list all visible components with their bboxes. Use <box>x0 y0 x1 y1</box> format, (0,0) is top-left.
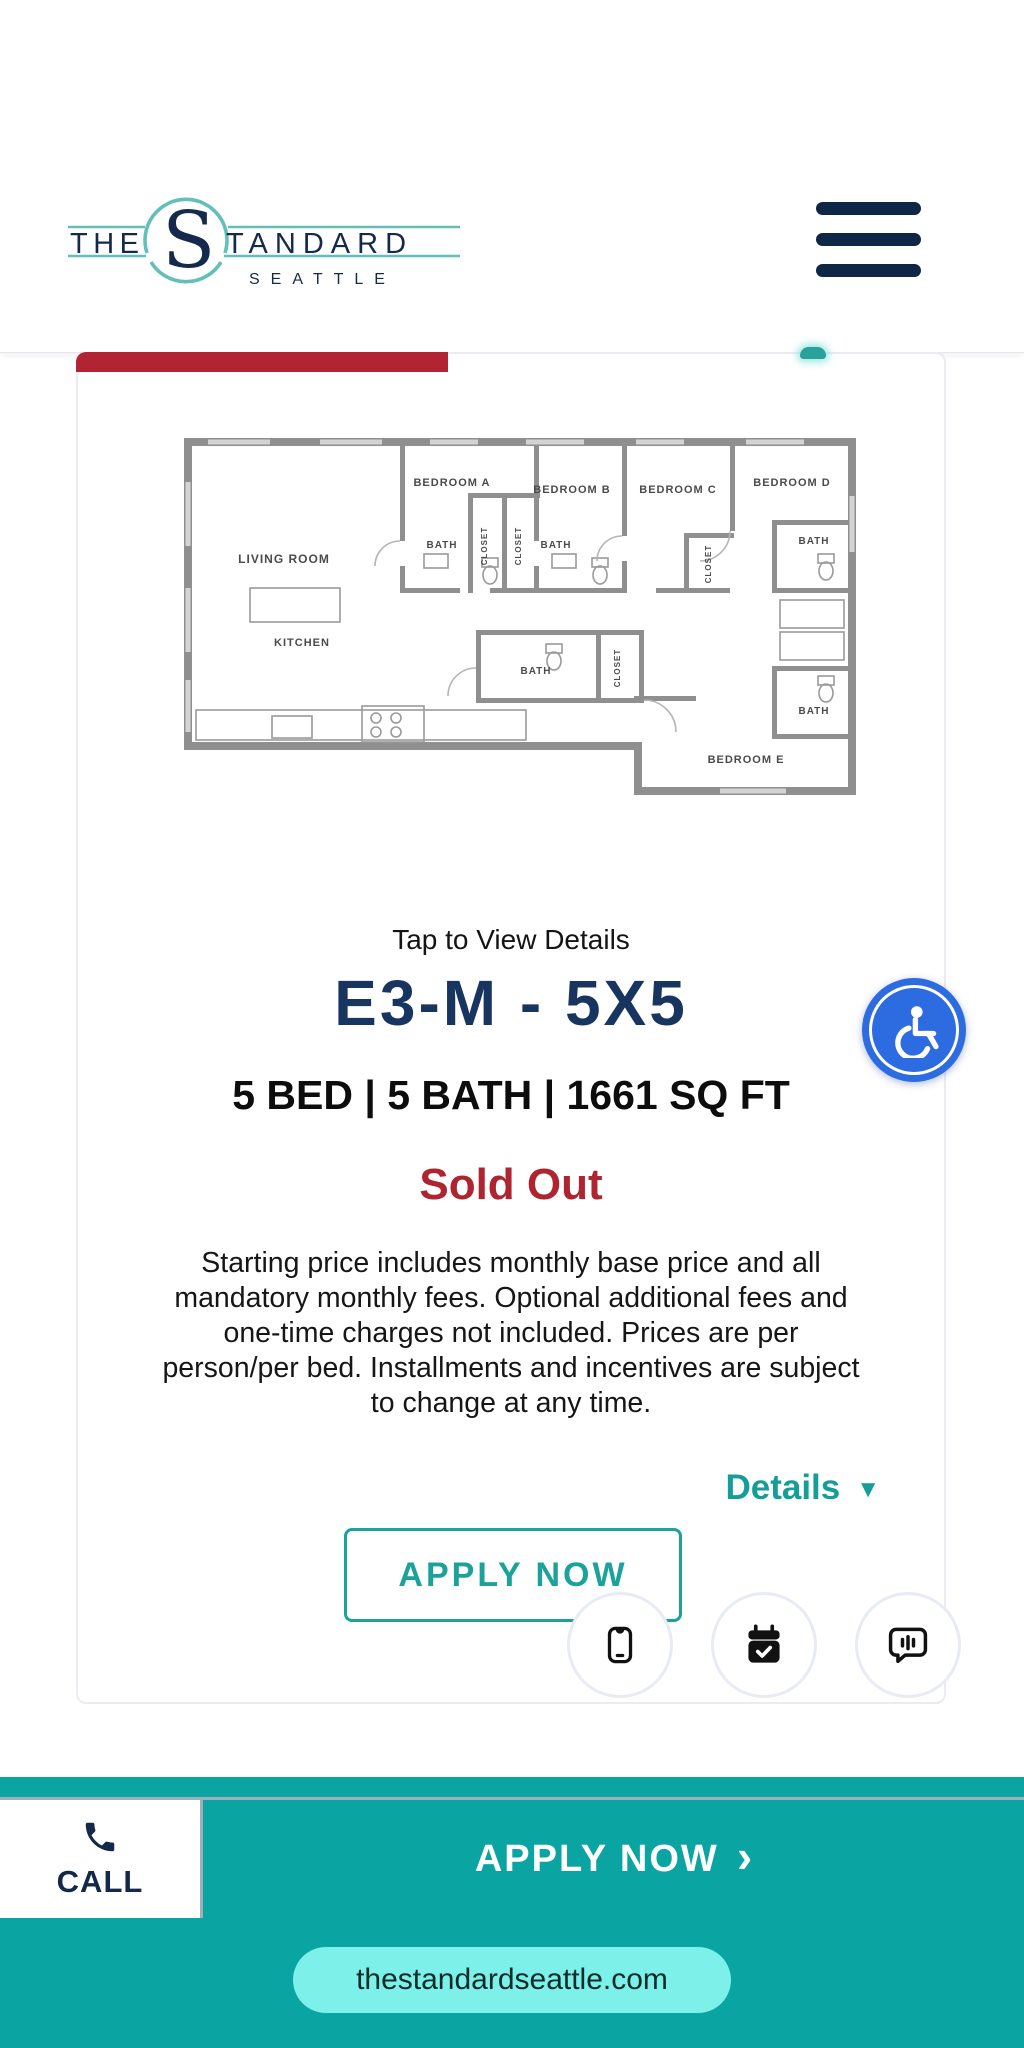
availability-status: Sold Out <box>419 1160 603 1209</box>
room-label: KITCHEN <box>274 637 330 649</box>
url-text: thestandardseattle.com <box>356 1963 668 1996</box>
chevron-down-icon: ▼ <box>856 1476 880 1503</box>
floorplan-image[interactable] <box>184 438 868 802</box>
schedule-tour-button[interactable] <box>711 1592 817 1698</box>
accessibility-ring <box>869 985 959 1075</box>
phone-icon <box>81 1818 119 1856</box>
pricing-disclaimer: Starting price includes monthly base price and all mandatory monthly fees. Optional additional fees and one-time charges not included. Prices are per person/per bed. Installments and incentives are subject to change at any time. <box>162 1247 860 1420</box>
mobile-app-button[interactable] <box>567 1592 673 1698</box>
room-label: CLOSET <box>704 544 713 584</box>
unit-specs: 5 BED | 5 BATH | 1661 SQ FT <box>232 1072 790 1118</box>
smartphone-icon <box>599 1624 641 1666</box>
room-label: LIVING ROOM <box>238 552 330 566</box>
room-label: BEDROOM D <box>753 477 831 489</box>
apply-now-button[interactable]: APPLY NOW <box>344 1528 682 1622</box>
call-label: CALL <box>56 1864 144 1899</box>
room-label: BATH <box>520 666 552 677</box>
room-label: BEDROOM A <box>413 477 491 489</box>
room-label: BATH <box>540 540 572 551</box>
site-header <box>0 0 1024 353</box>
collapsed-chevron-peek <box>800 347 826 359</box>
details-label: Details <box>725 1468 841 1507</box>
browser-url-bar[interactable] <box>293 1947 731 2013</box>
room-label: BEDROOM C <box>639 484 717 496</box>
room-label: BATH <box>426 540 458 551</box>
calendar-check-icon <box>742 1623 786 1667</box>
floorplan-card <box>76 352 946 1704</box>
logo-city: SEATTLE <box>249 271 396 288</box>
accessibility-button[interactable] <box>862 978 966 1082</box>
floorplan-walls <box>184 438 856 795</box>
unit-title: E3-M - 5X5 <box>334 967 688 1039</box>
tap-to-view-hint[interactable]: Tap to View Details <box>392 924 630 955</box>
chevron-right-icon: › <box>736 1830 753 1882</box>
chat-voice-button[interactable] <box>855 1592 961 1698</box>
details-toggle[interactable] <box>725 1468 880 1508</box>
apply-now-bar-button[interactable] <box>203 1800 1024 1918</box>
apply-bar-label: APPLY NOW <box>474 1837 719 1880</box>
chat-voice-icon <box>886 1623 930 1667</box>
hamburger-menu-icon[interactable] <box>816 202 921 277</box>
call-button[interactable] <box>0 1800 203 1918</box>
room-label: BEDROOM E <box>707 754 785 766</box>
logo-s: S <box>162 196 216 286</box>
room-label: CLOSET <box>514 526 523 566</box>
room-label: CLOSET <box>613 648 622 688</box>
brand-logo[interactable] <box>68 196 464 292</box>
logo-tandard: TANDARD <box>226 228 414 260</box>
bottom-action-bar <box>0 1777 1024 2048</box>
room-label: BEDROOM B <box>533 484 611 496</box>
progress-bar <box>76 352 448 372</box>
logo-the: THE <box>70 228 145 260</box>
room-label: BATH <box>798 536 830 547</box>
room-label: BATH <box>798 706 830 717</box>
room-label: CLOSET <box>480 526 489 566</box>
